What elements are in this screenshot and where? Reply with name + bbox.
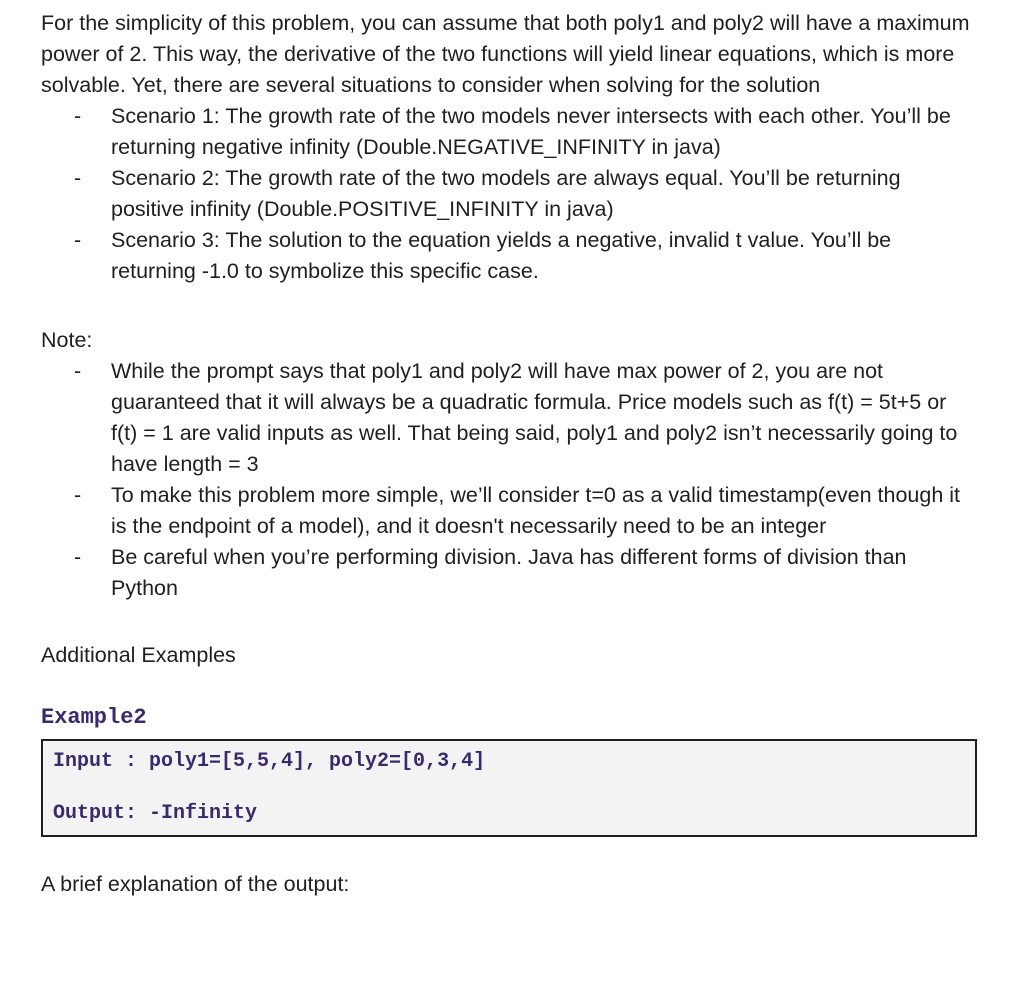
scenario-text: Scenario 2: The growth rate of the two models are always equal. You’ll be returning positive infinity (Double.POSITIVE_INFINITY in java) bbox=[111, 166, 901, 221]
bullet-dash: - bbox=[74, 545, 82, 569]
scenario-item bbox=[41, 101, 961, 163]
document-body bbox=[41, 8, 1001, 900]
note-text: Be careful when you’re performing division. Java has different forms of division than Python bbox=[111, 545, 907, 600]
note-heading: Note: bbox=[41, 328, 93, 352]
note-text: To make this problem more simple, we’ll consider t=0 as a valid timestamp(even though it is the endpoint of a model), and it doesn't necessarily need to be an integer bbox=[111, 483, 961, 538]
bullet-dash: - bbox=[74, 483, 82, 507]
bullet-dash: - bbox=[74, 104, 82, 128]
intro-paragraph: For the simplicity of this problem, you can assume that both poly1 and poly2 will have a maximum power of 2. This way, the derivative of the two functions will yield linear equations, which is more solvable. Yet, there are several situations to consider when solving for the solution bbox=[41, 11, 970, 97]
note-text: While the prompt says that poly1 and poly2 will have max power of 2, you are not guaranteed that it will always be a quadratic formula. Price models such as f(t) = 5t+5 or f(t) = 1 are valid inputs as well. That being said, poly1 and poly2 isn’t necessarily going to have length = 3 bbox=[111, 359, 958, 476]
scenario-item bbox=[41, 225, 961, 287]
bullet-dash: - bbox=[74, 166, 82, 190]
additional-examples-heading: Additional Examples bbox=[41, 643, 236, 667]
code-block bbox=[41, 739, 977, 837]
note-item bbox=[41, 480, 961, 542]
explanation-heading: A brief explanation of the output: bbox=[41, 872, 350, 896]
code-input-line: Input : poly1=[5,5,4], poly2=[0,3,4] bbox=[53, 750, 486, 773]
scenario-text: Scenario 1: The growth rate of the two models never intersects with each other. You’ll be returning negative infinity (Double.NEGATIVE_INFINITY in java) bbox=[111, 104, 951, 159]
scenario-list bbox=[41, 101, 1001, 287]
note-item bbox=[41, 356, 961, 480]
scenario-text: Scenario 3: The solution to the equation yields a negative, invalid t value. You’ll be returning -1.0 to symbolize this specific case. bbox=[111, 228, 892, 283]
note-list bbox=[41, 356, 1001, 604]
note-item bbox=[41, 542, 961, 604]
bullet-dash: - bbox=[74, 228, 82, 252]
scenario-item bbox=[41, 163, 961, 225]
bullet-dash: - bbox=[74, 359, 82, 383]
example-title: Example2 bbox=[41, 705, 147, 730]
code-output-line: Output: -Infinity bbox=[53, 802, 258, 825]
